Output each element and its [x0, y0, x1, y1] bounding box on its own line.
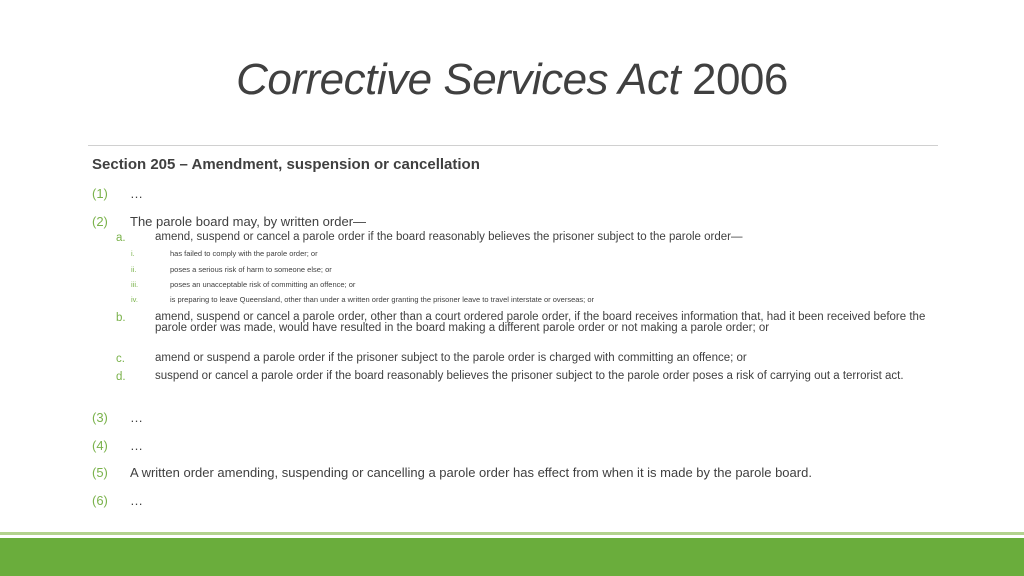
- slide-title: [0, 52, 1024, 108]
- paragraph-text: suspend or cancel a parole order if the board reasonably believes the prisoner subject to the parole order poses a risk of carrying out a terrorist act.: [155, 370, 904, 382]
- subsection-text: …: [130, 410, 143, 425]
- subsection-number: (5): [92, 465, 108, 480]
- subparagraph-text: is preparing to leave Queensland, other than under a written order granting the prisoner leave to travel interstate or overseas; or: [170, 295, 594, 304]
- subsection-number: (3): [92, 410, 108, 425]
- subparagraph-numeral: iv.: [131, 295, 138, 304]
- title-divider: [88, 145, 938, 146]
- subsection-text: …: [130, 438, 143, 453]
- title-year: 2006: [691, 55, 788, 104]
- subparagraph-numeral: ii.: [131, 265, 137, 274]
- subparagraph-text: poses a serious risk of harm to someone else; or: [170, 265, 332, 274]
- subsection-number: (1): [92, 186, 108, 201]
- footer-accent-line: [0, 532, 1024, 535]
- footer-band: [0, 532, 1024, 576]
- paragraph-text: amend, suspend or cancel a parole order, other than a court ordered parole order, if the board receives information that, had it been received before the parole order was made, would have resulted in the board making a different parole order or not making a parole order; or: [155, 311, 926, 334]
- subsection-text: …: [130, 186, 143, 201]
- subparagraph-text: has failed to comply with the parole order; or: [170, 249, 318, 258]
- subsection-number: (2): [92, 214, 108, 229]
- subparagraph-numeral: i.: [131, 249, 135, 258]
- subsection-number: (6): [92, 493, 108, 508]
- paragraph-text: amend, suspend or cancel a parole order if the board reasonably believes the prisoner subject to the parole order—: [155, 231, 743, 243]
- paragraph-letter: a.: [116, 232, 126, 244]
- paragraph-letter: c.: [116, 353, 125, 365]
- subsection-text: …: [130, 493, 143, 508]
- subparagraph-text: poses an unacceptable risk of committing an offence; or: [170, 280, 356, 289]
- footer-bar: [0, 538, 1024, 576]
- paragraph-letter: b.: [116, 312, 126, 324]
- subparagraph-numeral: iii.: [131, 280, 139, 289]
- subsection-number: (4): [92, 438, 108, 453]
- subsection-text: The parole board may, by written order—: [130, 214, 367, 229]
- paragraph-text: amend or suspend a parole order if the prisoner subject to the parole order is charged with committing an offence; or: [155, 352, 747, 364]
- paragraph-letter: d.: [116, 371, 126, 383]
- section-heading: Section 205 – Amendment, suspension or cancellation: [92, 156, 480, 173]
- title-act-name: Corrective Services Act: [236, 55, 681, 104]
- subsection-text: A written order amending, suspending or cancelling a parole order has effect from when it is made by the parole board.: [130, 465, 812, 480]
